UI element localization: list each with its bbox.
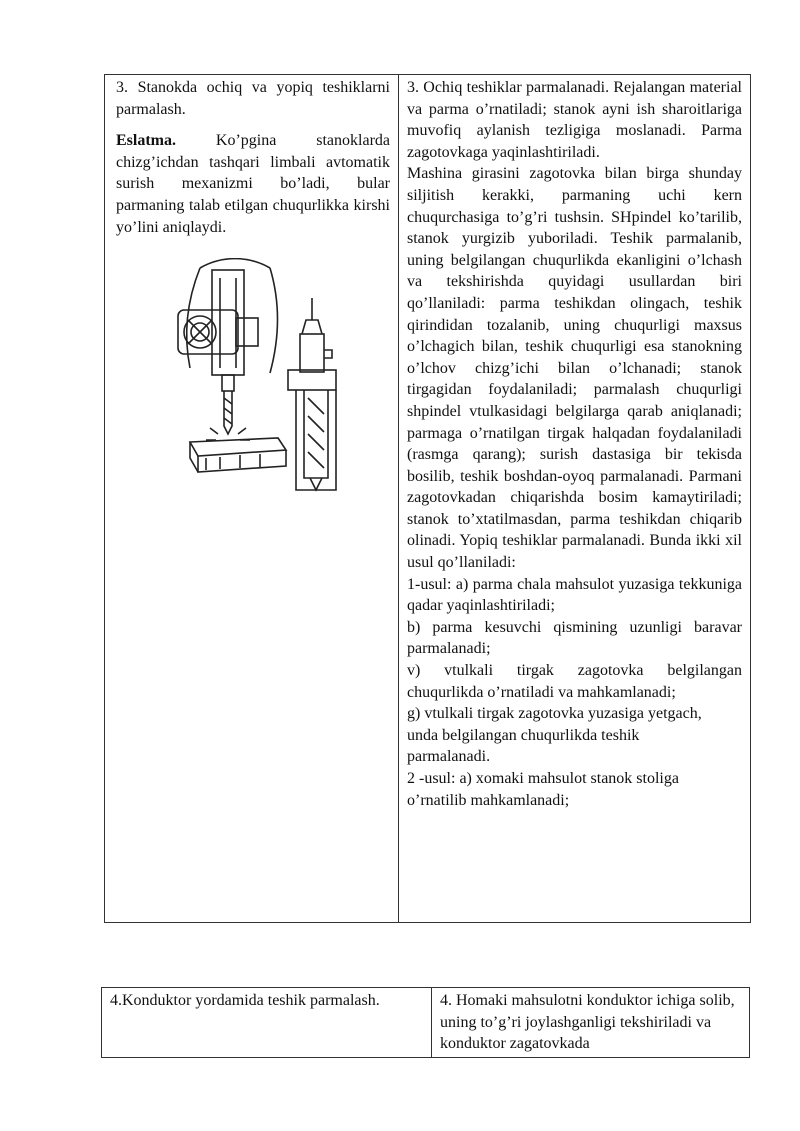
drill-illustration [160,258,360,498]
drill-stop-figure [160,258,360,498]
procedure-intro: 3. Ochiq teshiklar parmalanadi. Rejalangan material va parma o’rnatiladi; stanok ayni ish sharoitlariga muvofiq aylanish tezligiga moslanadi. Parma zagotovkaga yaqinlashtiriladi. [407,79,742,161]
step-title: 3. Stanokda ochiq va yopiq teshiklarni parmalash. [116,79,390,118]
method1-g: g) vtulkali tirgak zagotovka yuzasiga yetgach, unda belgilangan chuqurlikda teshik parmalanadi. [407,705,702,766]
note-paragraph [116,130,390,238]
jig-step-title: 4.Konduktor yordamida teshik parmalash. [110,992,380,1009]
table2-left-cell [102,988,432,1058]
method1-b: b) parma kesuvchi qismining uzunligi baravar parmalanadi; [407,618,742,658]
table-drilling-steps [104,74,751,923]
procedure-main: Mashina girasini zagotovka bilan birga shunday siljitish kerakki, parmaning uchi kern chuqurchasiga to’g’ri tushsin. SHpindel ko’tarilib, stanok yurgizib yuboriladi. Teshik parmalanib, uning belgilangan chuqurlikda ekanligini o’lchash va tekshirishda quyidagi usullardan biri qo’llaniladi: parma teshikdan olingach, teshik qirindidan tozalanib, uning chuqurligi maxsus o’lchagich bilan, teshik chuqurligi esa stanokning o’lchov chizg’ichi bilan o’lchanadi; stanok tirgagidan foydalaniladi; parmalash chuqurligi shpindel vtulkasidagi belgilarga qarab aniqlanadi; parmaga o’rnatilgan tirgak halqadan foydalaniladi (rasmga qarang); surish dastasiga bir tekisda bosilib, teshik boshdan-oyoq parmalanadi. Parmani zagotovkadan chiqarishda bosim kamaytiriladi; stanok to’xtatilmasdan, parma teshikdan chiqarib olinadi. Yopiq teshiklar parmalanadi. Bunda ikki xil usul qo’llaniladi: [407,165,742,572]
jig-step-text: 4. Homaki mahsulotni konduktor ichiga solib, uning to’g’ri joylashganligi tekshiriladi va konduktor zagatovkada [440,992,735,1053]
method1-v: v) vtulkali tirgak zagotovka belgilangan chuqurlikda o’rnatiladi va mahkamlanadi; [407,662,742,701]
table-jig-drilling [101,987,750,1058]
table1-right-cell [399,75,751,923]
table1-left-cell [105,75,399,923]
table2-right-cell [432,988,750,1058]
note-label: Eslatma. [116,132,176,150]
note-text: Ko’pgina stanoklarda chizg’ichdan tashqari limbali avtomatik surish mexanizmi bo’ladi, bular parmaning talab etilgan chuqurlikka kirshi yo’lini aniqlaydi. [116,132,390,236]
method1-a: 1-usul: a) parma chala mahsulot yuzasiga tekkuniga qadar yaqinlashtiriladi; [407,575,742,615]
method2-a: 2 -usul: a) xomaki mahsulot stanok stoliga o’rnatilib mahkamlanadi; [407,770,679,809]
